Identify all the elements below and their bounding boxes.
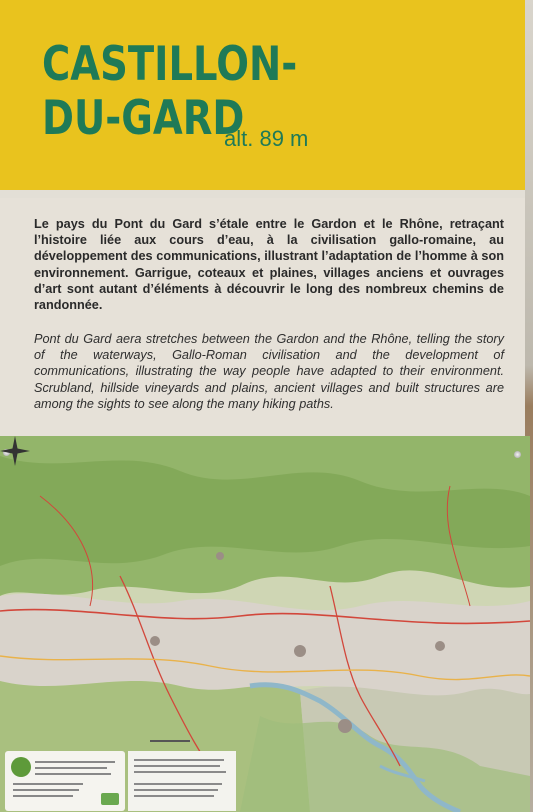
french-description: Le pays du Pont du Gard s’étale entre le Gardon et le Rhône, retraçant l’histoire liée aux cours d’eau, à la civilisation gallo-romaine, au développement des communications, illustrant l’adaptation de l’homme à son environnement. Garrigue, coteaux et plaines, villages anciens et ouvrages d’art sont autant d’éléments à découvrir le long des nombreux chemins de randonnée. <box>34 217 504 313</box>
info-line <box>134 795 214 797</box>
compass-rose-icon <box>0 436 30 466</box>
map-info-box <box>128 751 236 811</box>
title-panel <box>0 0 525 190</box>
legend-line <box>35 761 115 763</box>
village-marker <box>150 636 160 646</box>
legend-line <box>13 783 83 785</box>
village-marker <box>435 641 445 651</box>
info-line <box>134 759 224 761</box>
scale-bar <box>150 740 190 742</box>
info-line <box>134 765 220 767</box>
altitude-label: alt. 89 m <box>224 126 309 151</box>
village-marker <box>294 645 306 657</box>
mounting-screw <box>514 451 521 458</box>
legend-line <box>13 789 79 791</box>
map-legend <box>5 751 125 811</box>
legend-line <box>35 773 111 775</box>
description-panel <box>0 198 525 436</box>
legend-line <box>35 767 107 769</box>
info-line <box>134 789 218 791</box>
info-line <box>134 771 226 773</box>
relief-map <box>0 436 530 812</box>
town-name-line2: DU-GARD <box>42 91 245 146</box>
village-marker <box>338 719 352 733</box>
partner-logo-icon <box>101 793 119 805</box>
panel-divider <box>0 190 525 198</box>
legend-line <box>13 795 73 797</box>
logo-icon <box>11 757 31 777</box>
town-name-line1: CASTILLON- <box>42 37 298 92</box>
village-marker <box>216 552 224 560</box>
english-description: Pont du Gard aera stretches between the Gardon and the Rhône, telling the story of the waterways, Gallo-Roman civilisation and the development of communications, illustrating the way people have adapted to their environment. Scrubland, hillside vineyards and plains, ancient villages and built structures are among the sights to see along the many hiking paths. <box>34 332 504 411</box>
info-line <box>134 783 222 785</box>
central-plain <box>0 594 530 697</box>
